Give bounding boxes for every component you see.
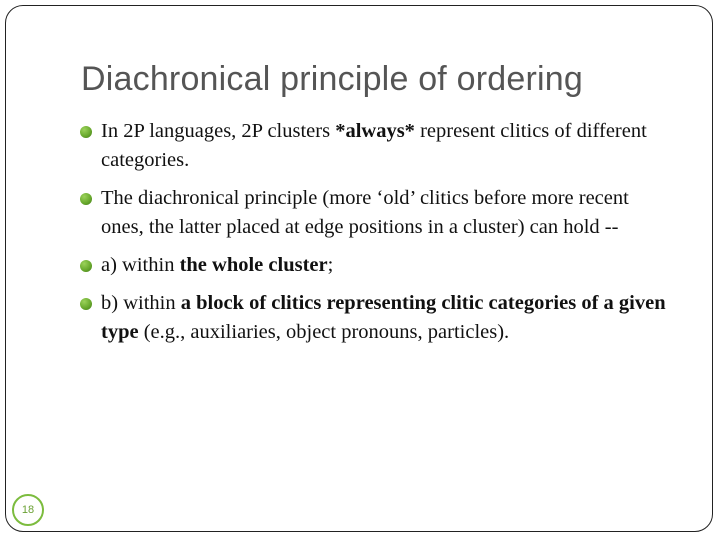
green-sphere-bullet-icon (80, 126, 92, 138)
bullet-text: The diachronical principle (more ‘old’ clitics before more recent ones, the latter placed at edge positions in a cluster) can hold -- (101, 187, 629, 238)
bullet-text: a) within (101, 254, 180, 276)
bullet-text-bold: *always* (335, 120, 415, 142)
bullet-text-bold: a block of clitics representing clitic categories of a given type (101, 292, 666, 343)
bullet-item (80, 251, 670, 280)
bullet-item (80, 117, 670, 175)
slide-title: Diachronical principle of ordering (81, 60, 583, 98)
bullet-item (80, 289, 670, 347)
bullet-item (80, 184, 670, 242)
bullet-text: ; (327, 254, 334, 276)
green-sphere-bullet-icon (80, 193, 92, 205)
bullet-text: (e.g., auxiliaries, object pronouns, particles). (138, 321, 510, 343)
green-sphere-bullet-icon (80, 298, 92, 310)
slide-number-badge (12, 494, 44, 526)
bullet-text: In 2P languages, 2P clusters (101, 120, 336, 142)
bullet-text: represent clitics of different categories. (101, 120, 647, 171)
bullet-list (80, 117, 670, 356)
bullet-text: b) within (101, 292, 181, 314)
green-sphere-bullet-icon (80, 260, 92, 272)
slide-number: 18 (21, 504, 35, 516)
bullet-text-bold: the whole cluster (179, 254, 328, 276)
